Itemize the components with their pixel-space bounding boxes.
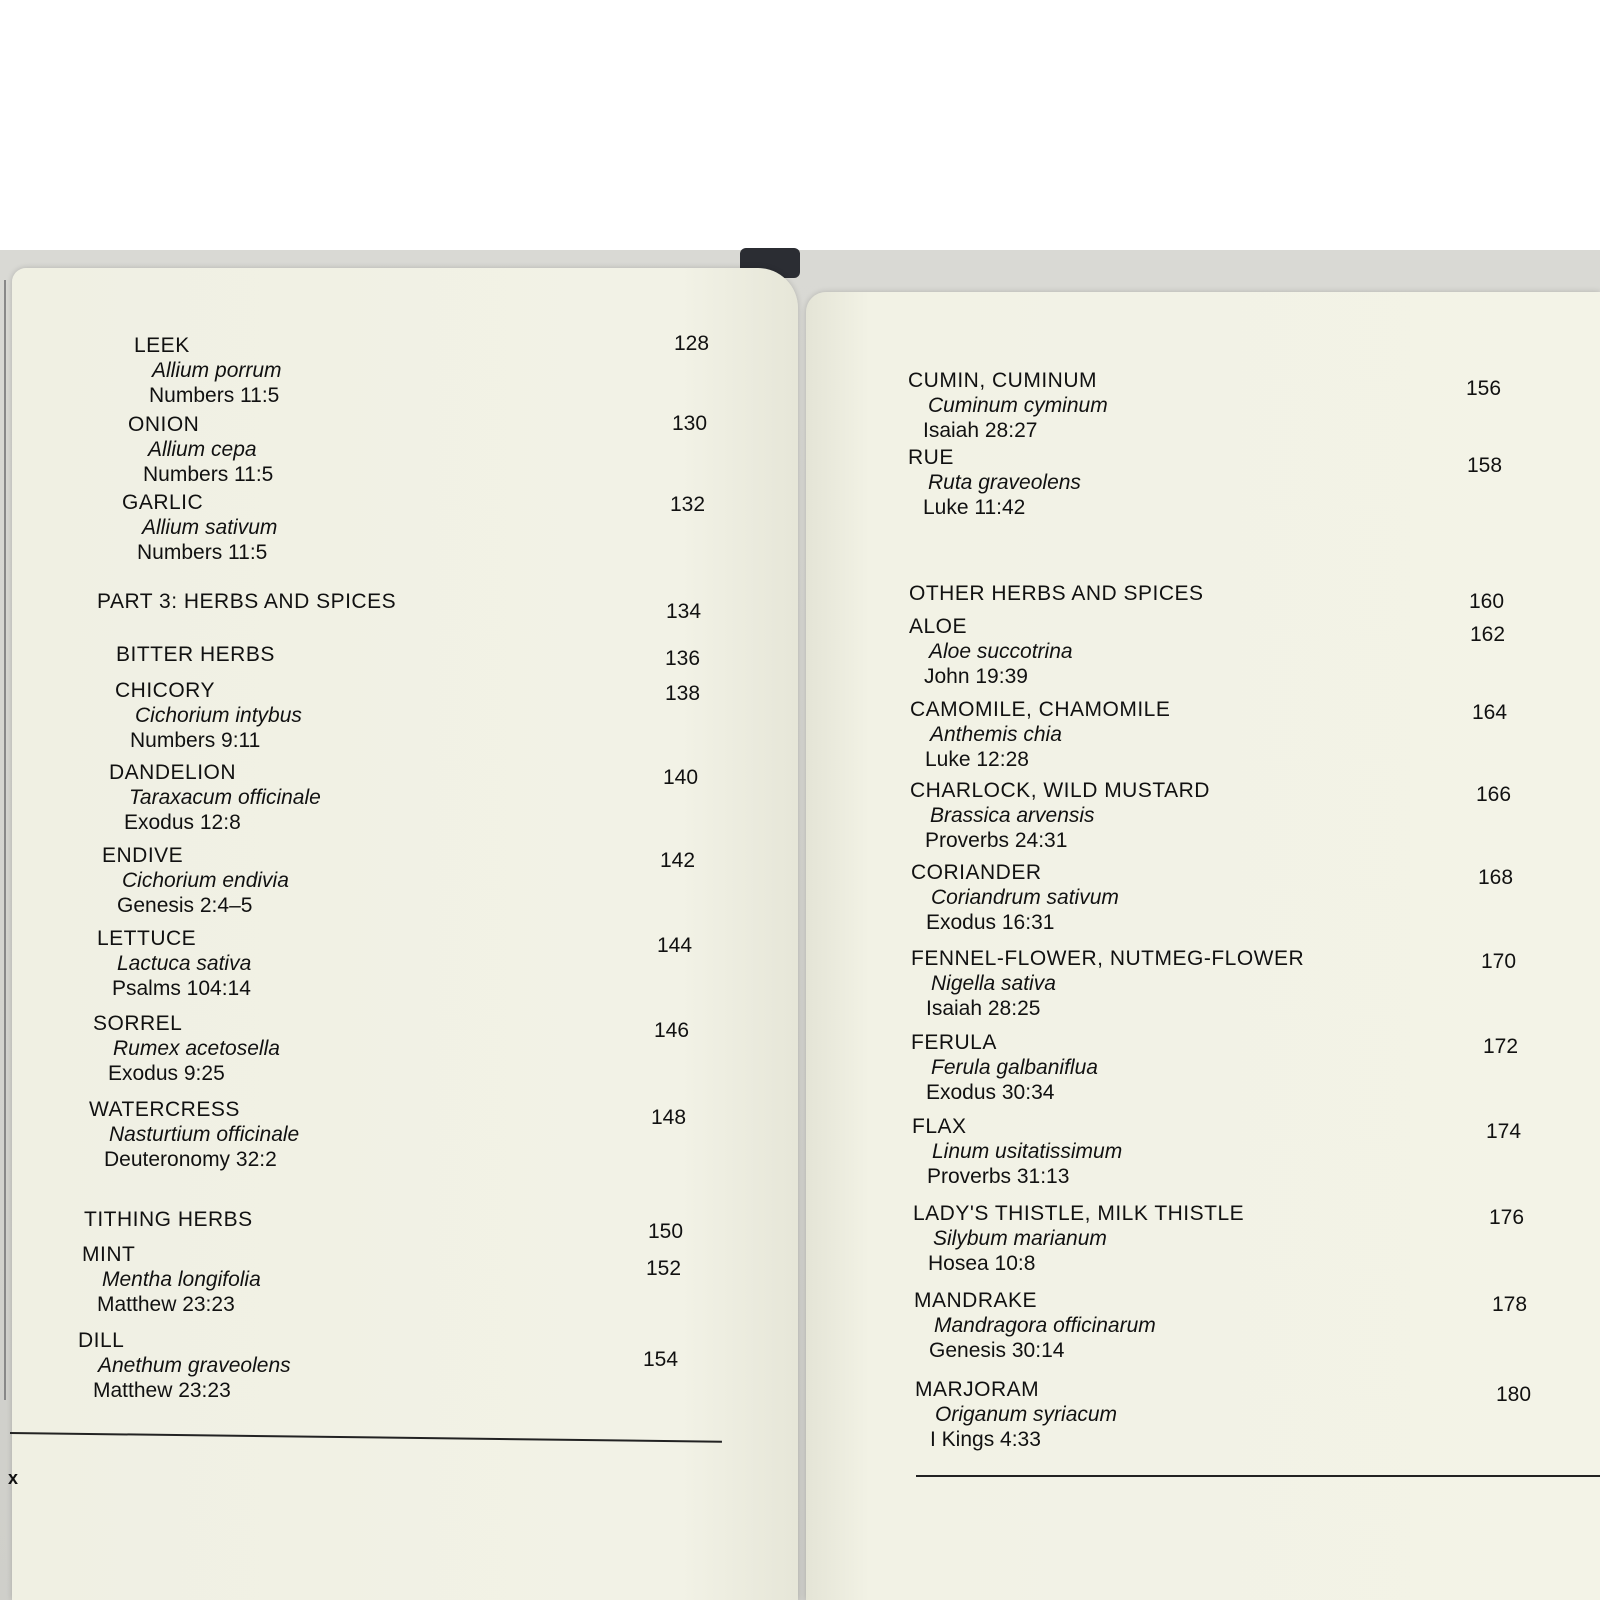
entry-flax	[912, 1114, 1122, 1189]
entry-latin: Allium cepa	[148, 438, 257, 461]
entry-name: ALOE	[909, 615, 968, 638]
entry-ref: Exodus 16:31	[926, 911, 1055, 934]
entry-ref: Matthew 23:23	[97, 1293, 235, 1316]
folio-number: x	[8, 1468, 19, 1488]
entry-name: LEEK	[134, 334, 190, 357]
part-heading-page: 134	[666, 600, 702, 623]
section-other-herbs: OTHER HERBS AND SPICES	[909, 582, 1204, 605]
entry-dill	[78, 1328, 291, 1403]
entry-name: GARLIC	[122, 491, 204, 514]
entry-ref: Numbers 9:11	[130, 729, 261, 752]
entry-latin: Ruta graveolens	[928, 471, 1081, 494]
entry-page-number: 154	[643, 1348, 679, 1371]
entry-name: FLAX	[912, 1115, 967, 1138]
entry-page-number: 158	[1467, 454, 1503, 477]
entry-coriander	[911, 860, 1119, 935]
entry-ref: Exodus 9:25	[108, 1062, 225, 1085]
entry-latin: Origanum syriacum	[935, 1403, 1118, 1426]
entry-garlic	[122, 490, 277, 565]
entry-ref: Psalms 104:14	[112, 977, 251, 1000]
entry-page-number: 140	[663, 766, 699, 789]
entry-name: CHARLOCK, WILD MUSTARD	[910, 779, 1210, 802]
entry-ref: Proverbs 31:13	[927, 1165, 1070, 1188]
entry-page-number: 178	[1492, 1293, 1528, 1316]
entry-latin: Anthemis chia	[930, 723, 1062, 746]
entry-latin: Allium porrum	[152, 359, 282, 382]
entry-latin: Rumex acetosella	[113, 1037, 280, 1060]
entry-page-number: 142	[660, 849, 696, 872]
entry-name: LETTUCE	[97, 927, 197, 950]
entry-marjoram	[915, 1377, 1117, 1452]
entry-name: ONION	[128, 413, 200, 436]
entry-page-number: 164	[1472, 701, 1508, 724]
part-heading: PART 3: HERBS AND SPICES	[97, 590, 397, 613]
entry-watercress	[89, 1097, 299, 1172]
entry-mandrake	[914, 1288, 1156, 1363]
section-bitter-herbs: BITTER HERBS	[116, 643, 275, 666]
entry-name: SORREL	[93, 1012, 183, 1035]
entry-latin: Silybum marianum	[933, 1227, 1107, 1250]
entry-ref: Numbers 11:5	[143, 463, 274, 486]
entry-page-number: 144	[657, 934, 693, 957]
entry-dandelion	[109, 760, 321, 835]
entry-page-number: 146	[654, 1019, 690, 1042]
entry-leek	[134, 333, 282, 408]
entry-latin: Nasturtium officinale	[109, 1123, 300, 1146]
entry-latin: Allium sativum	[142, 516, 278, 539]
entry-page-number: 132	[670, 493, 706, 516]
entry-page-number: 128	[674, 332, 710, 355]
entry-name: CUMIN, CUMINUM	[908, 369, 1097, 392]
entry-sorrel	[93, 1011, 280, 1086]
entry-name: DANDELION	[109, 761, 237, 784]
entry-ref: Isaiah 28:25	[926, 997, 1041, 1020]
entry-ref: Luke 11:42	[923, 496, 1026, 519]
entry-cumin	[908, 368, 1108, 443]
entry-ref: Genesis 2:4–5	[117, 894, 253, 917]
entry-ref: Hosea 10:8	[928, 1252, 1036, 1275]
entry-page-number: 156	[1466, 377, 1502, 400]
entry-latin: Mentha longifolia	[102, 1268, 261, 1291]
entry-latin: Anethum graveolens	[98, 1354, 291, 1377]
entry-ref: Proverbs 24:31	[925, 829, 1068, 852]
entry-ref: Numbers 11:5	[137, 541, 268, 564]
entry-endive	[102, 843, 289, 918]
entry-page-number: 152	[646, 1257, 682, 1280]
entry-latin: Brassica arvensis	[930, 804, 1095, 827]
entry-ref: Exodus 30:34	[926, 1081, 1055, 1104]
entry-page-number: 162	[1470, 623, 1506, 646]
entry-page-number: 174	[1486, 1120, 1522, 1143]
entry-camomile	[910, 697, 1170, 772]
entry-latin: Ferula galbaniflua	[931, 1056, 1098, 1079]
footer-rule	[916, 1475, 1600, 1477]
entry-ref: Numbers 11:5	[149, 384, 280, 407]
entry-charlock	[910, 778, 1210, 853]
entry-ref: Isaiah 28:27	[923, 419, 1038, 442]
entry-page-number: 176	[1489, 1206, 1525, 1229]
entry-ladys-thistle	[913, 1201, 1244, 1276]
entry-name: FERULA	[911, 1031, 997, 1054]
entry-chicory	[115, 678, 302, 753]
entry-page-number: 138	[665, 682, 701, 705]
entry-mint	[82, 1242, 261, 1317]
entry-page-number: 168	[1478, 866, 1514, 889]
entry-latin: Coriandrum sativum	[931, 886, 1119, 909]
entry-name: ENDIVE	[102, 844, 184, 867]
entry-latin: Aloe succotrina	[929, 640, 1073, 663]
entry-name: CHICORY	[115, 679, 215, 702]
entry-latin: Cichorium intybus	[135, 704, 302, 727]
entry-name: LADY'S THISTLE, MILK THISTLE	[913, 1202, 1245, 1225]
entry-name: CORIANDER	[911, 861, 1042, 884]
entry-page-number: 172	[1483, 1035, 1519, 1058]
entry-ref: Genesis 30:14	[929, 1339, 1065, 1362]
entry-onion	[128, 412, 273, 487]
entry-ref: I Kings 4:33	[930, 1428, 1041, 1451]
entry-name: WATERCRESS	[89, 1098, 240, 1121]
entry-page-number: 160	[1469, 590, 1505, 613]
entry-ref: Matthew 23:23	[93, 1379, 231, 1402]
entry-ref: Exodus 12:8	[124, 811, 241, 834]
entry-page-number: 150	[648, 1220, 684, 1243]
section-tithing-herbs: TITHING HERBS	[84, 1208, 253, 1231]
entry-latin: Cichorium endivia	[122, 869, 289, 892]
entry-page-number: 130	[672, 412, 708, 435]
entry-ref: John 19:39	[924, 665, 1028, 688]
entry-name: FENNEL-FLOWER, NUTMEG-FLOWER	[911, 947, 1305, 970]
entry-name: CAMOMILE, CHAMOMILE	[910, 698, 1171, 721]
entry-rue	[908, 445, 1081, 520]
entry-fennel-flower	[911, 946, 1304, 1021]
entry-latin: Mandragora officinarum	[934, 1314, 1156, 1337]
entry-page-number: 148	[651, 1106, 687, 1129]
entry-name: DILL	[78, 1329, 125, 1352]
entry-name: MARJORAM	[915, 1378, 1040, 1401]
entry-latin: Lactuca sativa	[117, 952, 252, 975]
entry-name: RUE	[908, 446, 954, 469]
entry-ferula	[911, 1030, 1098, 1105]
entry-latin: Taraxacum officinale	[129, 786, 321, 809]
entry-latin: Nigella sativa	[931, 972, 1056, 995]
entry-lettuce	[97, 926, 251, 1001]
entry-page-number: 170	[1481, 950, 1517, 973]
entry-latin: Linum usitatissimum	[932, 1140, 1123, 1163]
entry-page-number: 166	[1476, 783, 1512, 806]
entry-aloe	[909, 614, 1073, 689]
entry-latin: Cuminum cyminum	[928, 394, 1108, 417]
entry-page-number: 180	[1496, 1383, 1532, 1406]
entry-page-number: 136	[665, 647, 701, 670]
entry-name: MANDRAKE	[914, 1289, 1038, 1312]
entry-ref: Deuteronomy 32:2	[104, 1148, 277, 1171]
entry-name: MINT	[82, 1243, 136, 1266]
entry-ref: Luke 12:28	[925, 748, 1029, 771]
